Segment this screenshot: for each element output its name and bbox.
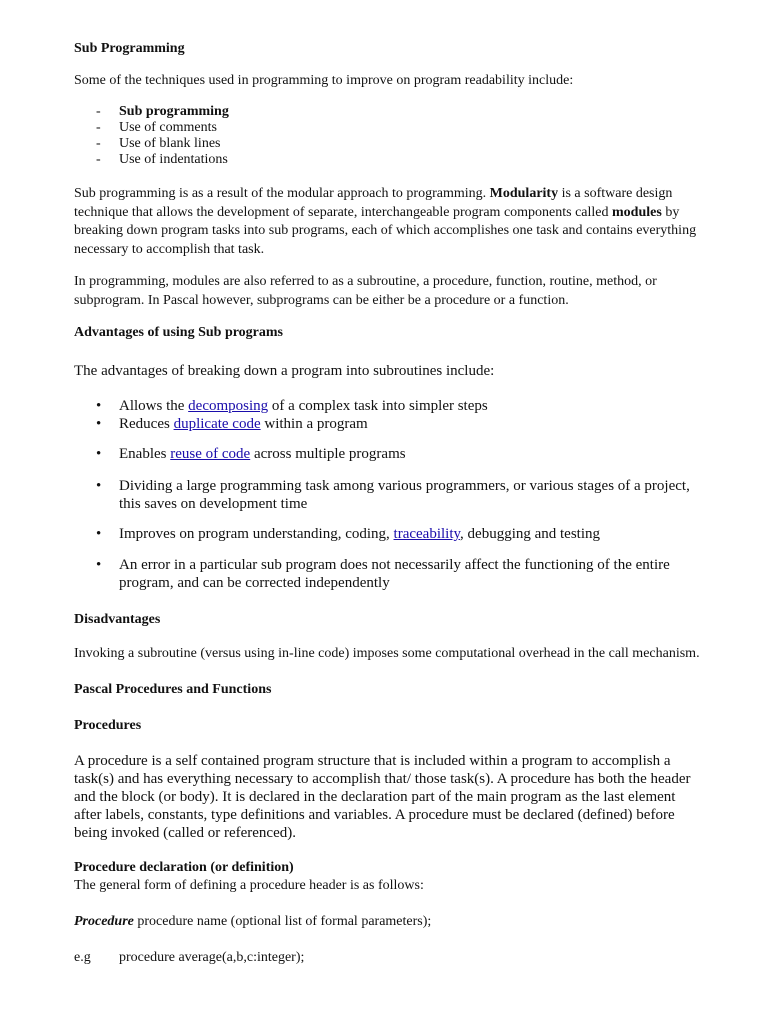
advantages-list-1 (74, 397, 704, 433)
advantages-intro: The advantages of breaking down a program into subroutines include: (74, 363, 495, 379)
readability-list (74, 104, 704, 168)
list-item: - Use of blank lines (74, 136, 704, 152)
heading-procedure-declaration: Procedure declaration (or definition) (74, 860, 294, 875)
heading-sub-programming: Sub Programming (74, 41, 185, 56)
disadvantages-text: Invoking a subroutine (versus using in-line code) imposes some computational overhead in the call mechanism. (74, 646, 700, 661)
list-item: • Allows the decomposing of a complex task into simpler steps (74, 397, 704, 415)
heading-disadvantages: Disadvantages (74, 612, 161, 627)
list-item: • Dividing a large programming task among various programmers, or various stages of a project, this saves on development time (74, 477, 704, 513)
list-item: - Use of comments (74, 120, 704, 136)
advantages-list-4 (74, 525, 704, 543)
advantages-list-5 (74, 556, 704, 592)
declaration-text: The general form of defining a procedure header is as follows: (74, 878, 424, 893)
heading-pascal: Pascal Procedures and Functions (74, 682, 272, 697)
list-item: • Reduces duplicate code within a program (74, 415, 704, 433)
modularity-paragraph: Sub programming is as a result of the modular approach to programming. Modularity is a software design technique that allows the development of separate, interchangeable program components called modules by breaking down program tasks into sub programs, each of which accomplishes one task and contains everything necessary to accomplish that task. (74, 186, 697, 257)
advantages-list-2 (74, 445, 704, 463)
procedures-paragraph: A procedure is a self contained program structure that is included within a program to accomplish a task(s) and has everything necessary to accomplish that/ those task(s). A procedure has both the header and the block (or body). It is declared in the declaration part of the main program as the last element after labels, constants, type definitions and variables. A procedure must be declared (defined) before being invoked (called or referenced). (74, 753, 691, 841)
traceability-link[interactable]: traceability (393, 526, 461, 542)
general-form: Procedure procedure name (optional list of formal parameters); (74, 914, 432, 929)
reuse-of-code-link[interactable]: reuse of code (170, 446, 251, 462)
example-line (74, 949, 704, 968)
list-item: • Enables reuse of code across multiple programs (74, 445, 704, 463)
example-code: procedure average(a,b,c:integer); (119, 950, 305, 965)
list-item: • Improves on program understanding, coding, traceability, debugging and testing (74, 525, 704, 543)
list-item: - Use of indentations (74, 152, 704, 168)
decomposing-link[interactable]: decomposing (188, 398, 269, 414)
heading-procedures: Procedures (74, 718, 142, 733)
duplicate-code-link[interactable]: duplicate code (173, 416, 261, 432)
modules-paragraph: In programming, modules are also referred to as a subroutine, a procedure, function, routine, method, or subprogram. In Pascal however, subprograms can be either be a procedure or a function. (74, 274, 657, 308)
heading-advantages: Advantages of using Sub programs (74, 325, 284, 340)
list-item: - Sub programming (74, 104, 704, 120)
list-item: • An error in a particular sub program does not necessarily affect the functioning of the entire program, and can be corrected independently (74, 556, 704, 592)
intro-paragraph: Some of the techniques used in programming to improve on program readability include: (74, 73, 574, 88)
example-label: e.g (74, 950, 91, 965)
advantages-list-3 (74, 477, 704, 513)
